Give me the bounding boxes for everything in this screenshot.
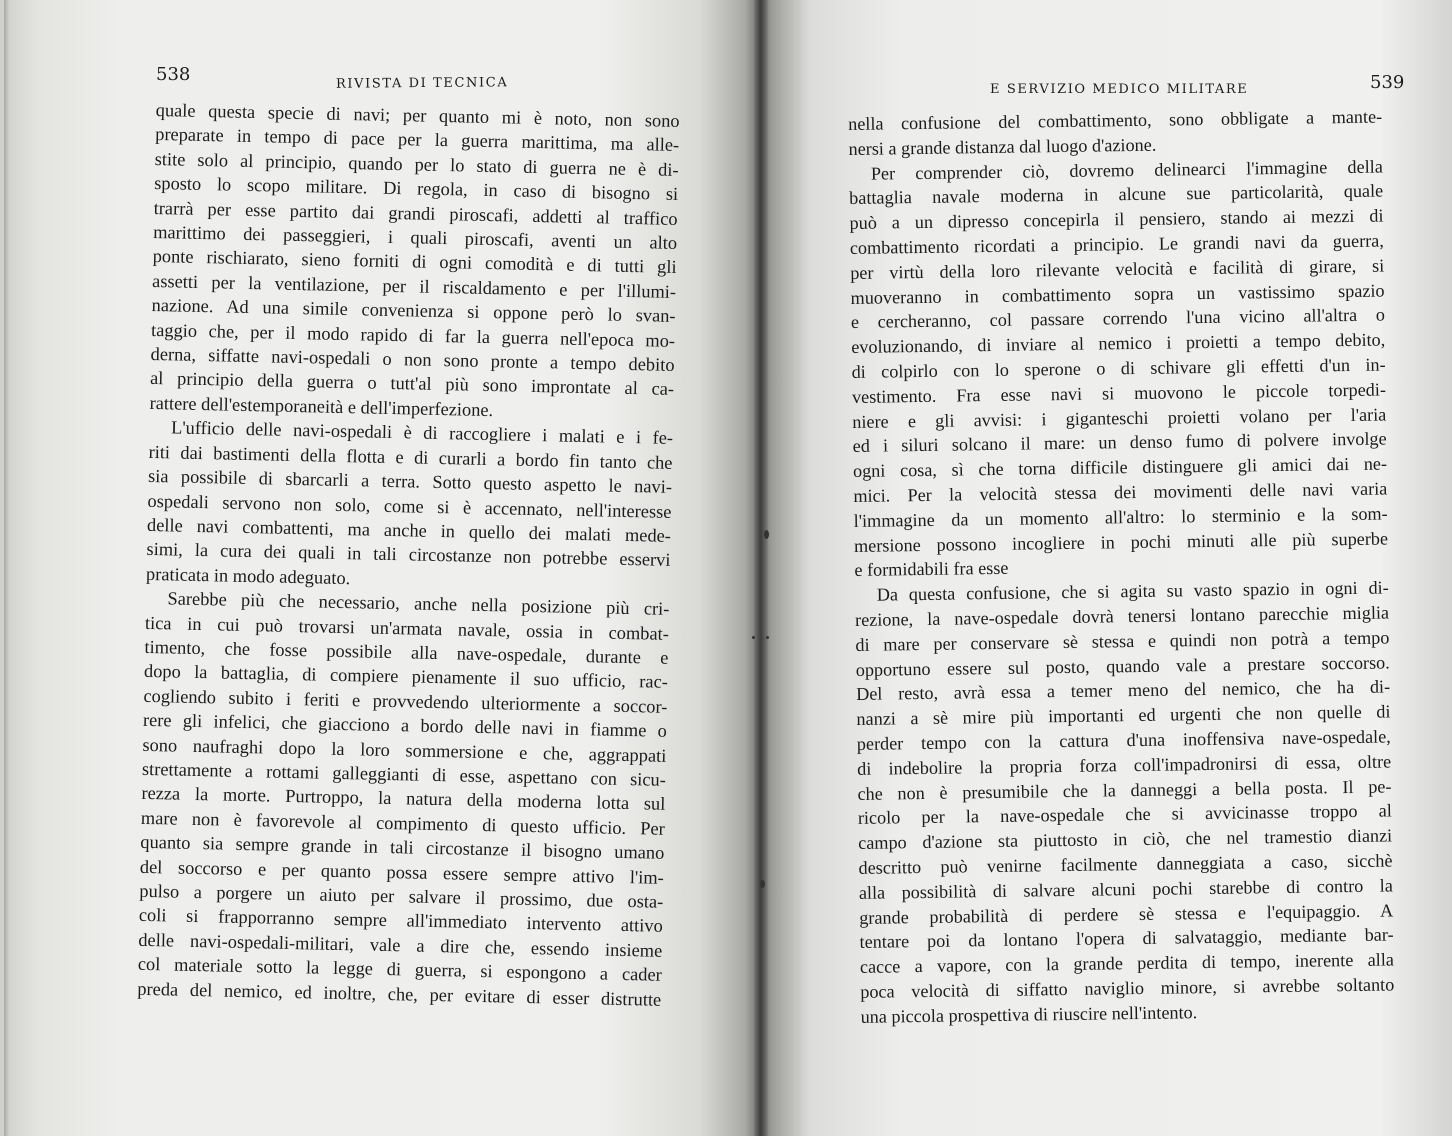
text-line: muoveranno in combattimento sopra un vastissimo spazio	[850, 280, 1385, 308]
text-line: simi, la cura dei quali in tali circostanze non potrebbe esservi	[146, 539, 671, 571]
text-line: sono naufraghi dopo la loro sommersione e che, aggrappati	[142, 734, 667, 766]
text-line: Del resto, avrà essa a temer meno del nemico, che ha di-	[855, 676, 1391, 705]
text-line: ogni cosa, sì che torna difficile distinguere gli amici dai ne-	[852, 453, 1388, 482]
text-line: ponte rischiarato, sieno forniti di ogni comodità e di tutti gli	[152, 246, 677, 278]
text-line: rezione, la nave-ospedale dovrà tenersi lontano parecchie miglia	[854, 602, 1390, 630]
text-line: col materiale sotto la legge di guerra, si espongono a cader	[137, 954, 662, 986]
text-line: stite solo al principio, quando per lo stato di guerra ne è di-	[154, 148, 679, 180]
text-line: pulso a porgere un aiuto per salvare il prossimo, due osta-	[139, 880, 664, 912]
text-line: mare non è favorevole al compimento di questo ufficio. Per	[140, 807, 666, 839]
text-line: mici. Per la velocità stessa dei movimenti delle navi varia	[853, 478, 1388, 506]
text-line: trarrà per esse partito dai grandi piroscafi, addetti al traffico	[153, 197, 678, 229]
text-line: battaglia navale moderna in alcune sue particolarità, quale	[849, 180, 1384, 209]
text-line: di indebolire la propria forza coll'impadronirsi di essa, oltre	[857, 751, 1392, 779]
text-line: tentare poi da lontano l'opera di salvataggio, mediante bar-	[859, 924, 1394, 953]
text-line: L'ufficio delle navi-ospedali è di raccogliere i malati e i fe-	[170, 417, 674, 449]
text-line: ospedali servono non solo, come si è accennato, nell'interesse	[147, 490, 672, 522]
text-line: nella confusione del combattimento, sono obbligate a mante-	[848, 106, 1383, 134]
text-line: nanzi a sè mire più importanti ed urgenti che non quelle di	[856, 701, 1391, 730]
right-page	[762, 0, 1452, 1136]
text-line: assetti per la ventilazione, per il riscaldamento e per l'illumi-	[151, 270, 677, 302]
text-line: ed i siluri solcano il mare: un denso fumo di polvere involge	[852, 428, 1387, 457]
text-line: coli si frapporranno sempre all'immediato intervento attivo	[138, 905, 663, 937]
text-line: preparate in tempo di pace per la guerra marittima, ma alle-	[155, 124, 680, 156]
gutter-mark	[752, 636, 755, 639]
text-line: timento, che fosse possibile alla nave-ospedale, durante e	[144, 636, 669, 668]
text-line: rattere dell'estemporaneità e dell'imperfezione.	[149, 392, 494, 421]
text-line: campo d'azione sta piuttosto in ciò, che nel tramestio dianzi	[858, 825, 1393, 854]
right-page-number: 539	[1370, 72, 1405, 93]
text-line: dopo la battaglia, di compiere pienamente il suo ufficio, rac-	[143, 661, 669, 693]
text-line: mersione possono incogliere in pochi minuti alle più superbe	[853, 528, 1389, 556]
text-line: delle navi-ospedali-militari, vale a dire che, essendo insieme	[138, 929, 663, 961]
left-page-body	[137, 98, 680, 1012]
text-line: delle navi combattenti, ma anche in quello dei malati mede-	[146, 514, 672, 546]
text-line: evoluzionando, di inviare al nemico i proietti a tempo debito,	[851, 329, 1386, 358]
text-line: nazione. Ad una simile convenienza si oppone però lo svan-	[151, 295, 676, 327]
text-line: ricolo per la nave-ospedale che si avvicinasse troppo al	[857, 800, 1392, 829]
text-line: di mare per conservare sè stessa e quindi non potrà a tempo	[855, 627, 1390, 655]
text-line: vestimento. Fra esse navi si muovono le piccole torpedi-	[851, 379, 1387, 407]
text-line: praticata in modo adeguato.	[145, 563, 351, 588]
text-line: al principio della guerra o tutt'al più sono improntate al ca-	[149, 368, 675, 400]
text-line: tica in cui può trovarsi un'armata navale, ossia in combat-	[144, 612, 670, 644]
text-line: rere gli infelici, che giacciono a bordo delle navi in fiamme o	[142, 710, 668, 741]
text-line: che non è presumibile che la danneggi a bella posta. Il pe-	[857, 775, 1392, 804]
text-line: del soccorso e per quanto possa essere sempre attivo l'im-	[139, 856, 664, 888]
text-line: preda del nemico, ed inoltre, che, per evitare di esser distrutte	[137, 978, 662, 1010]
text-line: per virtù della loro rilevante velocità e facilità di girare, si	[850, 255, 1385, 283]
text-line: e formidabili fra esse	[854, 558, 1009, 581]
text-line: cacce a vapore, con la grande perdita di tempo, inerente alla	[859, 949, 1395, 978]
text-line: rezza la morte. Purtroppo, la natura della moderna lotta sul	[141, 783, 666, 815]
text-line: può a un dipresso concepirla il pensiero, stando ai mezzi di	[849, 205, 1384, 234]
text-line: cogliendo subito i feriti e provvedendo ulteriormente a soccor-	[143, 685, 668, 717]
text-line: e cercheranno, col passare correndo l'una vicino all'altra o	[850, 304, 1386, 333]
text-line: Sarebbe più che necessario, anche nella posizione più cri-	[167, 588, 670, 619]
right-running-head: E SERVIZIO MEDICO MILITARE	[990, 82, 1249, 97]
text-line: sposto lo scopo militare. Di regola, in caso di bisogno si	[154, 173, 679, 205]
text-line: grande probabilità di perdere sè stessa e l'equipaggio. A	[859, 899, 1394, 928]
left-page-number: 538	[156, 64, 191, 85]
text-line: alla possibilità di salvare alcuni pochi starebbe di contro la	[858, 875, 1393, 903]
text-line: niere e gli avvisi: i giganteschi proietti volano per l'aria	[852, 404, 1387, 432]
text-line: combattimento ricordati a principio. Le grandi navi da guerra,	[849, 230, 1384, 258]
text-line: marittimo dei passeggieri, i quali piroscafi, aventi un alto	[152, 222, 678, 253]
text-line: una piccola prospettiva di riuscire nell'intento.	[860, 1001, 1198, 1027]
text-line: derna, siffatte navi-ospedali o non sono pronte a tempo debito	[150, 344, 675, 375]
text-line: di colpirlo con lo sperone o di schivare gli effetti d'un in-	[851, 354, 1386, 382]
text-line: Da questa confusione, che si agita su vasto spazio in ogni di-	[876, 577, 1389, 605]
text-line: opportuno essere sul posto, quando vale a prestare soccorso.	[855, 652, 1390, 680]
text-line: strettamente a rottami galleggianti di esse, aspettano con sicu-	[141, 758, 667, 790]
text-line: descritto può venirne facilmente danneggiata a caso, sicchè	[858, 850, 1393, 878]
text-line: Per comprender ciò, dovremo delinearci l'immagine della	[870, 156, 1383, 184]
text-line: riti dai bastimenti della flotta e di curarli a bordo fin tanto che	[148, 441, 673, 473]
text-line: nersi a grande distanza dal luogo d'azione.	[848, 134, 1157, 159]
left-running-head: RIVISTA DI TECNICA	[335, 75, 509, 92]
text-line: perder tempo con la cattura d'una inoffensiva nave-ospedale,	[856, 726, 1391, 754]
text-line: poca velocità di siffatto naviglio minore, si avrebbe soltanto	[860, 974, 1395, 1002]
text-line: quanto sia sempre grande in tali circostanze il bisogno umano	[140, 832, 665, 863]
text-line: quale questa specie di navi; per quanto mi è noto, non sono	[155, 99, 680, 131]
text-line: taggio che, per il modo rapido di far la guerra nell'epoca mo-	[150, 319, 676, 351]
right-page-body	[848, 105, 1395, 1030]
text-line: sia possibile di sbarcarli a terra. Sotto questo aspetto le navi-	[147, 466, 673, 497]
text-line: l'immagine da un momento all'altro: lo sterminio e la som-	[853, 503, 1388, 531]
